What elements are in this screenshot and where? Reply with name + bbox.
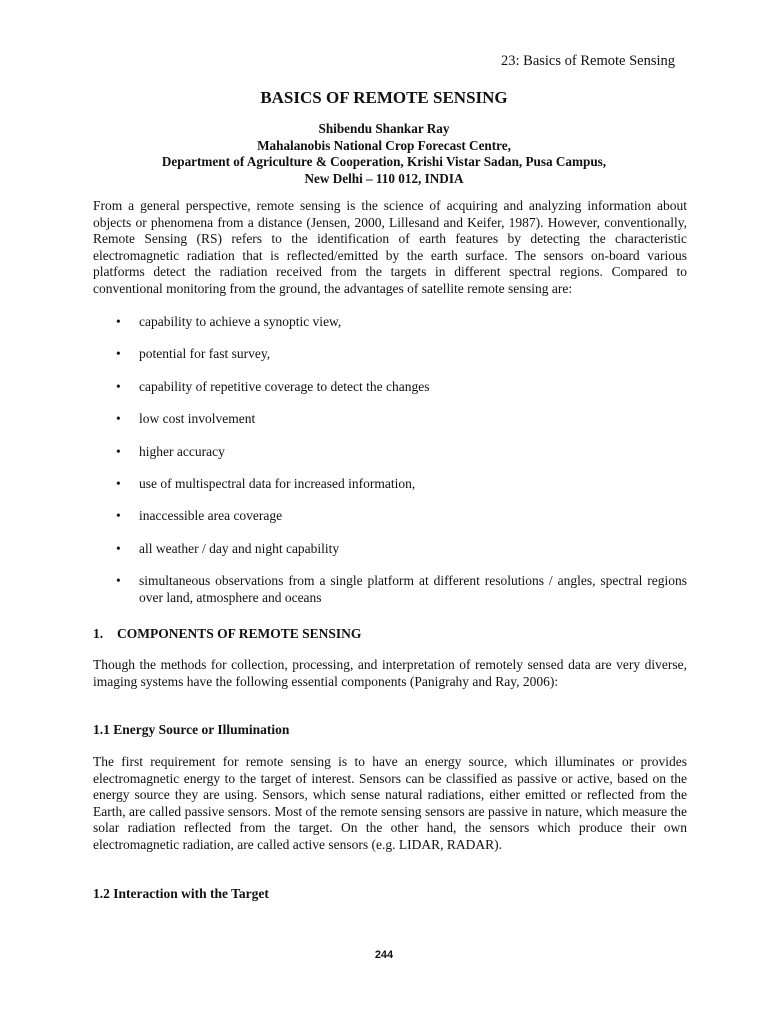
energy-source-paragraph: The first requirement for remote sensing is to have an energy source, which illuminates or provides electromagnetic energy to the target of interest. Sensors can be classified as passive or active, based on the energy source they are using. Sensors, which sense natural radiations, either emitted or reflected from the Earth, are called passive sensors. Most of the remote sensing sensors are passive in nature, which measure the solar radiation reflected from the target. On the other hand, the sensors which produce their own electromagnetic radiation, are called active sensors (e.g. LIDAR, RADAR). — [93, 754, 687, 852]
bullet-icon: • — [116, 508, 121, 524]
bullet-icon: • — [116, 314, 121, 329]
list-item-text: higher accuracy — [139, 443, 225, 459]
list-item — [93, 314, 687, 331]
list-item — [93, 541, 687, 558]
advantages-list — [93, 314, 687, 606]
section-title: COMPONENTS OF REMOTE SENSING — [117, 626, 362, 641]
section-1-heading — [93, 626, 361, 643]
author-affiliation — [0, 121, 768, 187]
list-item — [93, 411, 687, 428]
section-number: 1. — [93, 626, 104, 641]
bullet-icon: • — [116, 411, 121, 427]
author-name: Shibendu Shankar Ray — [318, 121, 450, 136]
document-title: BASICS OF REMOTE SENSING — [260, 88, 508, 107]
subsection-1-2-heading: 1.2 Interaction with the Target — [93, 886, 269, 901]
list-item — [93, 573, 687, 606]
list-item-text: inaccessible area coverage — [139, 508, 283, 524]
bullet-icon: • — [116, 443, 121, 459]
bullet-icon: • — [116, 475, 121, 491]
list-item-text: capability to achieve a synoptic view, — [139, 314, 342, 329]
running-header: 23: Basics of Remote Sensing — [501, 53, 675, 69]
intro-paragraph: From a general perspective, remote sensing is the science of acquiring and analyzing information about objects or phenomena from a distance (Jensen, 2000, Lillesand and Keifer, 1987). However, conventionally, Remote Sensing (RS) refers to the identification of earth features by detecting the characteristic electromagnetic radiation that is reflected/emitted by the earth surface. The sensors on-board various platforms detect the radiation received from the targets in different spectral regions. Compared to conventional monitoring from the ground, the advantages of satellite remote sensing are: — [93, 198, 687, 296]
bullet-icon: • — [116, 540, 121, 556]
bullet-icon: • — [116, 346, 121, 362]
page-number: 244 — [374, 949, 394, 961]
list-item — [93, 379, 687, 396]
author-city: New Delhi – 110 012, INDIA — [304, 170, 464, 186]
list-item-text: simultaneous observations from a single platform at different resolutions / angles, spectral regions over land, atmosphere and oceans — [139, 573, 687, 605]
list-item-text: potential for fast survey, — [139, 346, 271, 362]
components-paragraph: Though the methods for collection, processing, and interpretation of remotely sensed data are very diverse, imaging systems have the following essential components (Panigrahy and Ray, 2006): — [93, 657, 687, 689]
list-item — [93, 444, 687, 461]
subsection-1-1-heading: 1.1 Energy Source or Illumination — [93, 722, 290, 737]
bullet-icon: • — [116, 573, 121, 589]
author-department: Department of Agriculture & Cooperation, Krishi Vistar Sadan, Pusa Campus, — [161, 154, 607, 169]
list-item-text: use of multispectral data for increased information, — [139, 475, 416, 491]
list-item-text: low cost involvement — [139, 411, 256, 427]
list-item-text: all weather / day and night capability — [139, 540, 340, 556]
author-organization: Mahalanobis National Crop Forecast Centre, — [257, 137, 511, 153]
bullet-icon: • — [116, 378, 121, 394]
list-item-text: capability of repetitive coverage to detect the changes — [139, 378, 430, 394]
list-item — [93, 508, 687, 525]
list-item — [93, 476, 687, 493]
list-item — [93, 346, 687, 363]
